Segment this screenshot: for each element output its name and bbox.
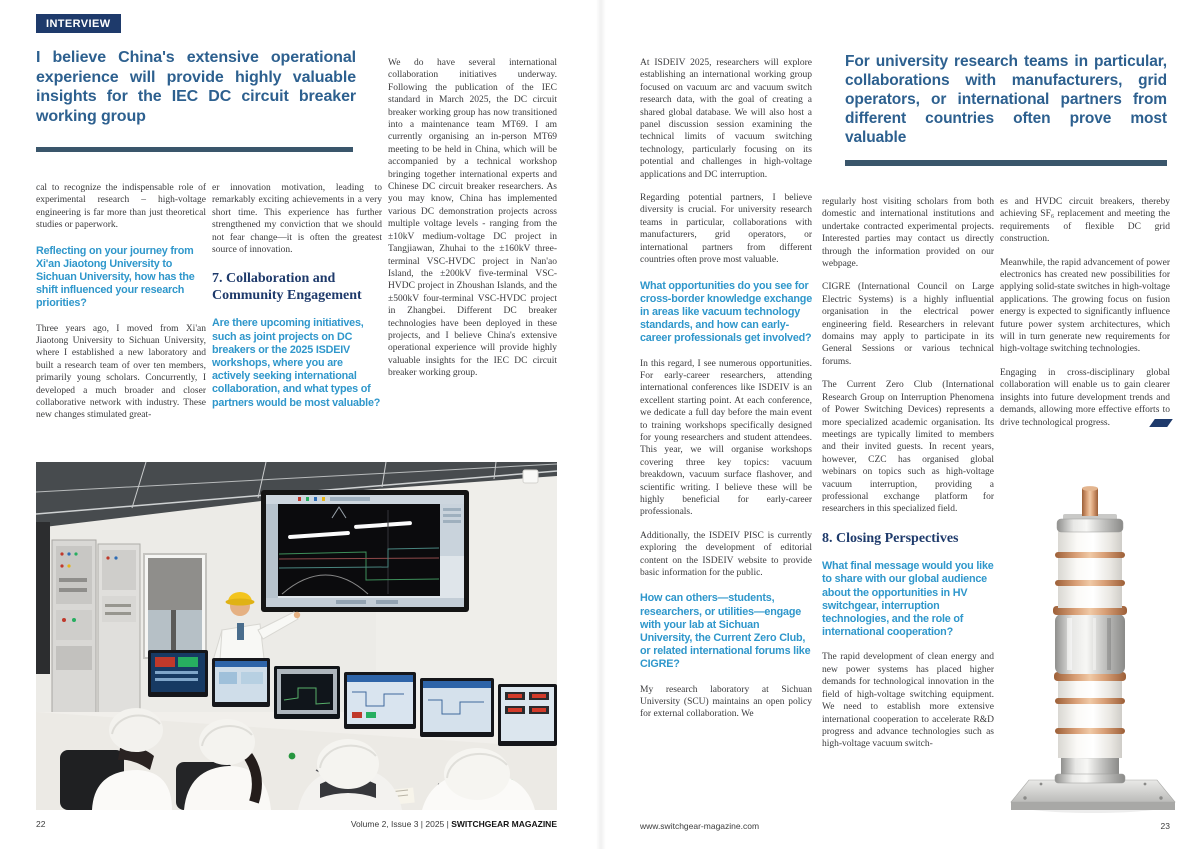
ceramic-insulator-bottom [1055,680,1125,758]
left-page-column-3 [388,57,557,391]
pull-quote [845,52,1167,166]
section-heading: 7. Collaboration and Community Engagement [212,271,362,303]
left-page-column-1 [36,182,206,433]
body-paragraph: cal to recognize the indispensable role of experimental research – high-voltage engineering is far more than just theoretical studies or paperwork. [36,183,206,231]
body-paragraph: Engaging in cross-disciplinary global collaboration will enable us to gain clearer insights into future development trends and demands, allowing more effective efforts to drive technological progress. [1000,367,1170,429]
issue-line [351,819,557,829]
page-number-left: 22 [36,819,46,829]
equipment-racks [36,522,140,718]
top-cap [1057,514,1123,532]
body-paragraph: Meanwhile, the rapid advancement of power electronics has created new possibilities for applying solid-state switches in high-voltage applications. The growing focus on fusion energy is expected to significantly influence future power system architectures, which will in turn generate new requirements for high-voltage switching technologies. [1000,257,1170,355]
body-paragraph: CIGRE (International Council on Large Electric Systems) is a highly influential organisation in the electrical power engineering field. Researchers in relevant domains may apply to participate in its General Sessions or various technical forums. [822,282,994,367]
base-plate [1011,780,1175,810]
body-paragraph: The rapid development of clean energy and new power systems has placed higher demands for technological innovation in the field of high-voltage switching equipment. We need to establish more extensive international cooperation to accelerate R&D progress and advance technologies such as high-voltage vacuum switch- [822,652,994,750]
body-paragraph: Regarding potential partners, I believe diversity is crucial. For university research teams in particular, collaborations with manufacturers, grid operators, or international partners from different countries often prove most valuable. [640,193,812,266]
body-paragraph: In this regard, I see numerous opportunities. For early-career researchers, attending international conferences like ISDEIV is an excellent starting point. At each conference, we dedicate a full day before the main event to training workshops specifically designed for young researchers and student attendees. This year, we will organise workshops covering three key topics: vacuum breakdown, vacuum surface flashover, and scientific writing. I believe these will be highly beneficial for early-career professionals. [640,358,812,518]
right-page-footer [640,821,1170,831]
page-fold [596,0,606,849]
body-paragraph: es and HVDC circuit breakers, thereby achieving SF₆ replacement and meeting the requirements of flexible DC grid construction. [1000,197,1170,245]
left-page-footer [36,819,557,829]
body-paragraph: Additionally, the ISDEIV PISC is currently exploring the development of editorial content on the ISDEIV website to provide basic information for the public. [640,530,812,579]
pull-quote-text: For university research teams in particular, collaborations with manufacturers, grid operators, or international partners from different countries often prove most valuable [845,53,1167,146]
issue-info: Volume 2, Issue 3 | 2025 | [350,819,449,829]
body-paragraph: regularly host visiting scholars from both domestic and international institutions and undertake contracted experimental projects. Interested parties may contact us directly through the information provided on our webpage. [822,197,994,270]
website-url: www.switchgear-magazine.com [640,821,760,831]
vacuum-interrupter-photo [1003,482,1188,820]
body-paragraph: At ISDEIV 2025, researchers will explore establishing an international working group focused on vacuum arc and vacuum switch research data, with the goal of creating a shared global database. We will also host a panel discussion session examining the technical limits of vacuum switching technology, particularly focusing on its potential and challenges in high-voltage applications and DC interruption. [640,58,812,180]
body-paragraph: Three years ago, I moved from Xi'an Jiaotong University to Sichuan University, where I established a new laboratory and built a research team of over ten members, primarily young scholars. Concurrently, I developed a much broader and closer collaborative network with industry. These new changes stimulated great- [36,323,206,421]
right-page-column-3 [1000,196,1170,440]
control-room-photo [36,462,557,810]
interview-question: What opportunities do you see for cross-border knowledge exchange in areas like vacuum technology standards, and how can early-career professionals get involved? [640,279,813,345]
section-heading: 8. Closing Perspectives [822,530,959,546]
ceramic-insulator-top [1055,530,1125,608]
interview-question: How can others—students, researchers, or utilities—engage with your lab at Sichuan University, the Current Zero Club, or related international forums like CIGRE? [640,592,811,671]
wall-sensor [523,470,538,483]
article-headline: I believe China's extensive operational experience will provide highly valuable insights for the IEC DC circuit breaker working group [36,49,356,125]
window [144,554,206,658]
end-of-article-mark [1149,419,1173,427]
copper-stem [1082,486,1098,516]
section-kicker: INTERVIEW [36,14,121,33]
interview-question: What final message would you like to share with our global audience about the opportunities in HV switchgear, interruption technologies, and the role of international cooperation? [822,560,994,639]
steel-housing [1055,614,1125,674]
interview-question: Are there upcoming initiatives, such as joint projects on DC breakers or the 2025 ISDEIV workshops, where you are actively seeking international collaboration, and what types of partners would be most valuable? [212,317,381,409]
page-number-right: 23 [1160,821,1170,831]
right-page-column-1 [640,57,812,732]
pull-quote-rule [845,160,1167,166]
body-paragraph: We do have several international collaboration initiatives underway. Following the publication of the IEC standard in March 2025, the DC circuit breaker working group has now transitioned into a maintenance team MT69. I am currently organising an in-person MT69 meeting to be held in China, which will be accompanied by a technical workshop bringing together international experts and Chinese DC circuit breaker researchers. As you may know, China has implemented various DC demonstration projects across multiple voltage levels - ranging from the ±10kV medium-voltage DC project in Tangjiawan, Zhuhai to the ±160kV three-terminal VSC-HVDC project in Nan'ao Island, the ±200kV five-terminal VSC-HVDC project in Zhoushan Islands, and the ±500kV four-terminal VSC-HVDC project in Zhangbei. Different DC breaker technologies have been deployed in these projects, and I believe China's extensive operational experience will provide highly valuable insights for the IEC DC circuit breaker working group. [388,58,557,379]
magazine-name: SWITCHGEAR MAGAZINE [451,819,557,829]
body-paragraph: er innovation motivation, leading to remarkably exciting achievements in a very short time. This experience has further strengthened my conviction that we should not fear change—it is often the greatest source of innovation. [212,183,382,256]
interview-question: Reflecting on your journey from Xi'an Jiaotong University to Sichuan University, how has the shift influenced your research priorities? [36,244,195,310]
left-page-column-2 [212,182,382,422]
body-paragraph: My research laboratory at Sichuan University (SCU) maintains an open policy for external collaboration. We [640,684,812,720]
body-paragraph: The Current Zero Club (International Research Group on Interruption Phenomena of Power Switching Devices) represents a more specialized academic organisation. Its meetings are typically limited to members and their invited guests. In recent years, however, CZC has organised global webinars on topics such as high-voltage vacuum interruption, providing a professional exchange platform for researchers in this specialized field. [822,380,994,515]
wall-display [261,490,469,612]
right-page-column-2 [822,196,994,762]
headline-rule [36,147,353,152]
